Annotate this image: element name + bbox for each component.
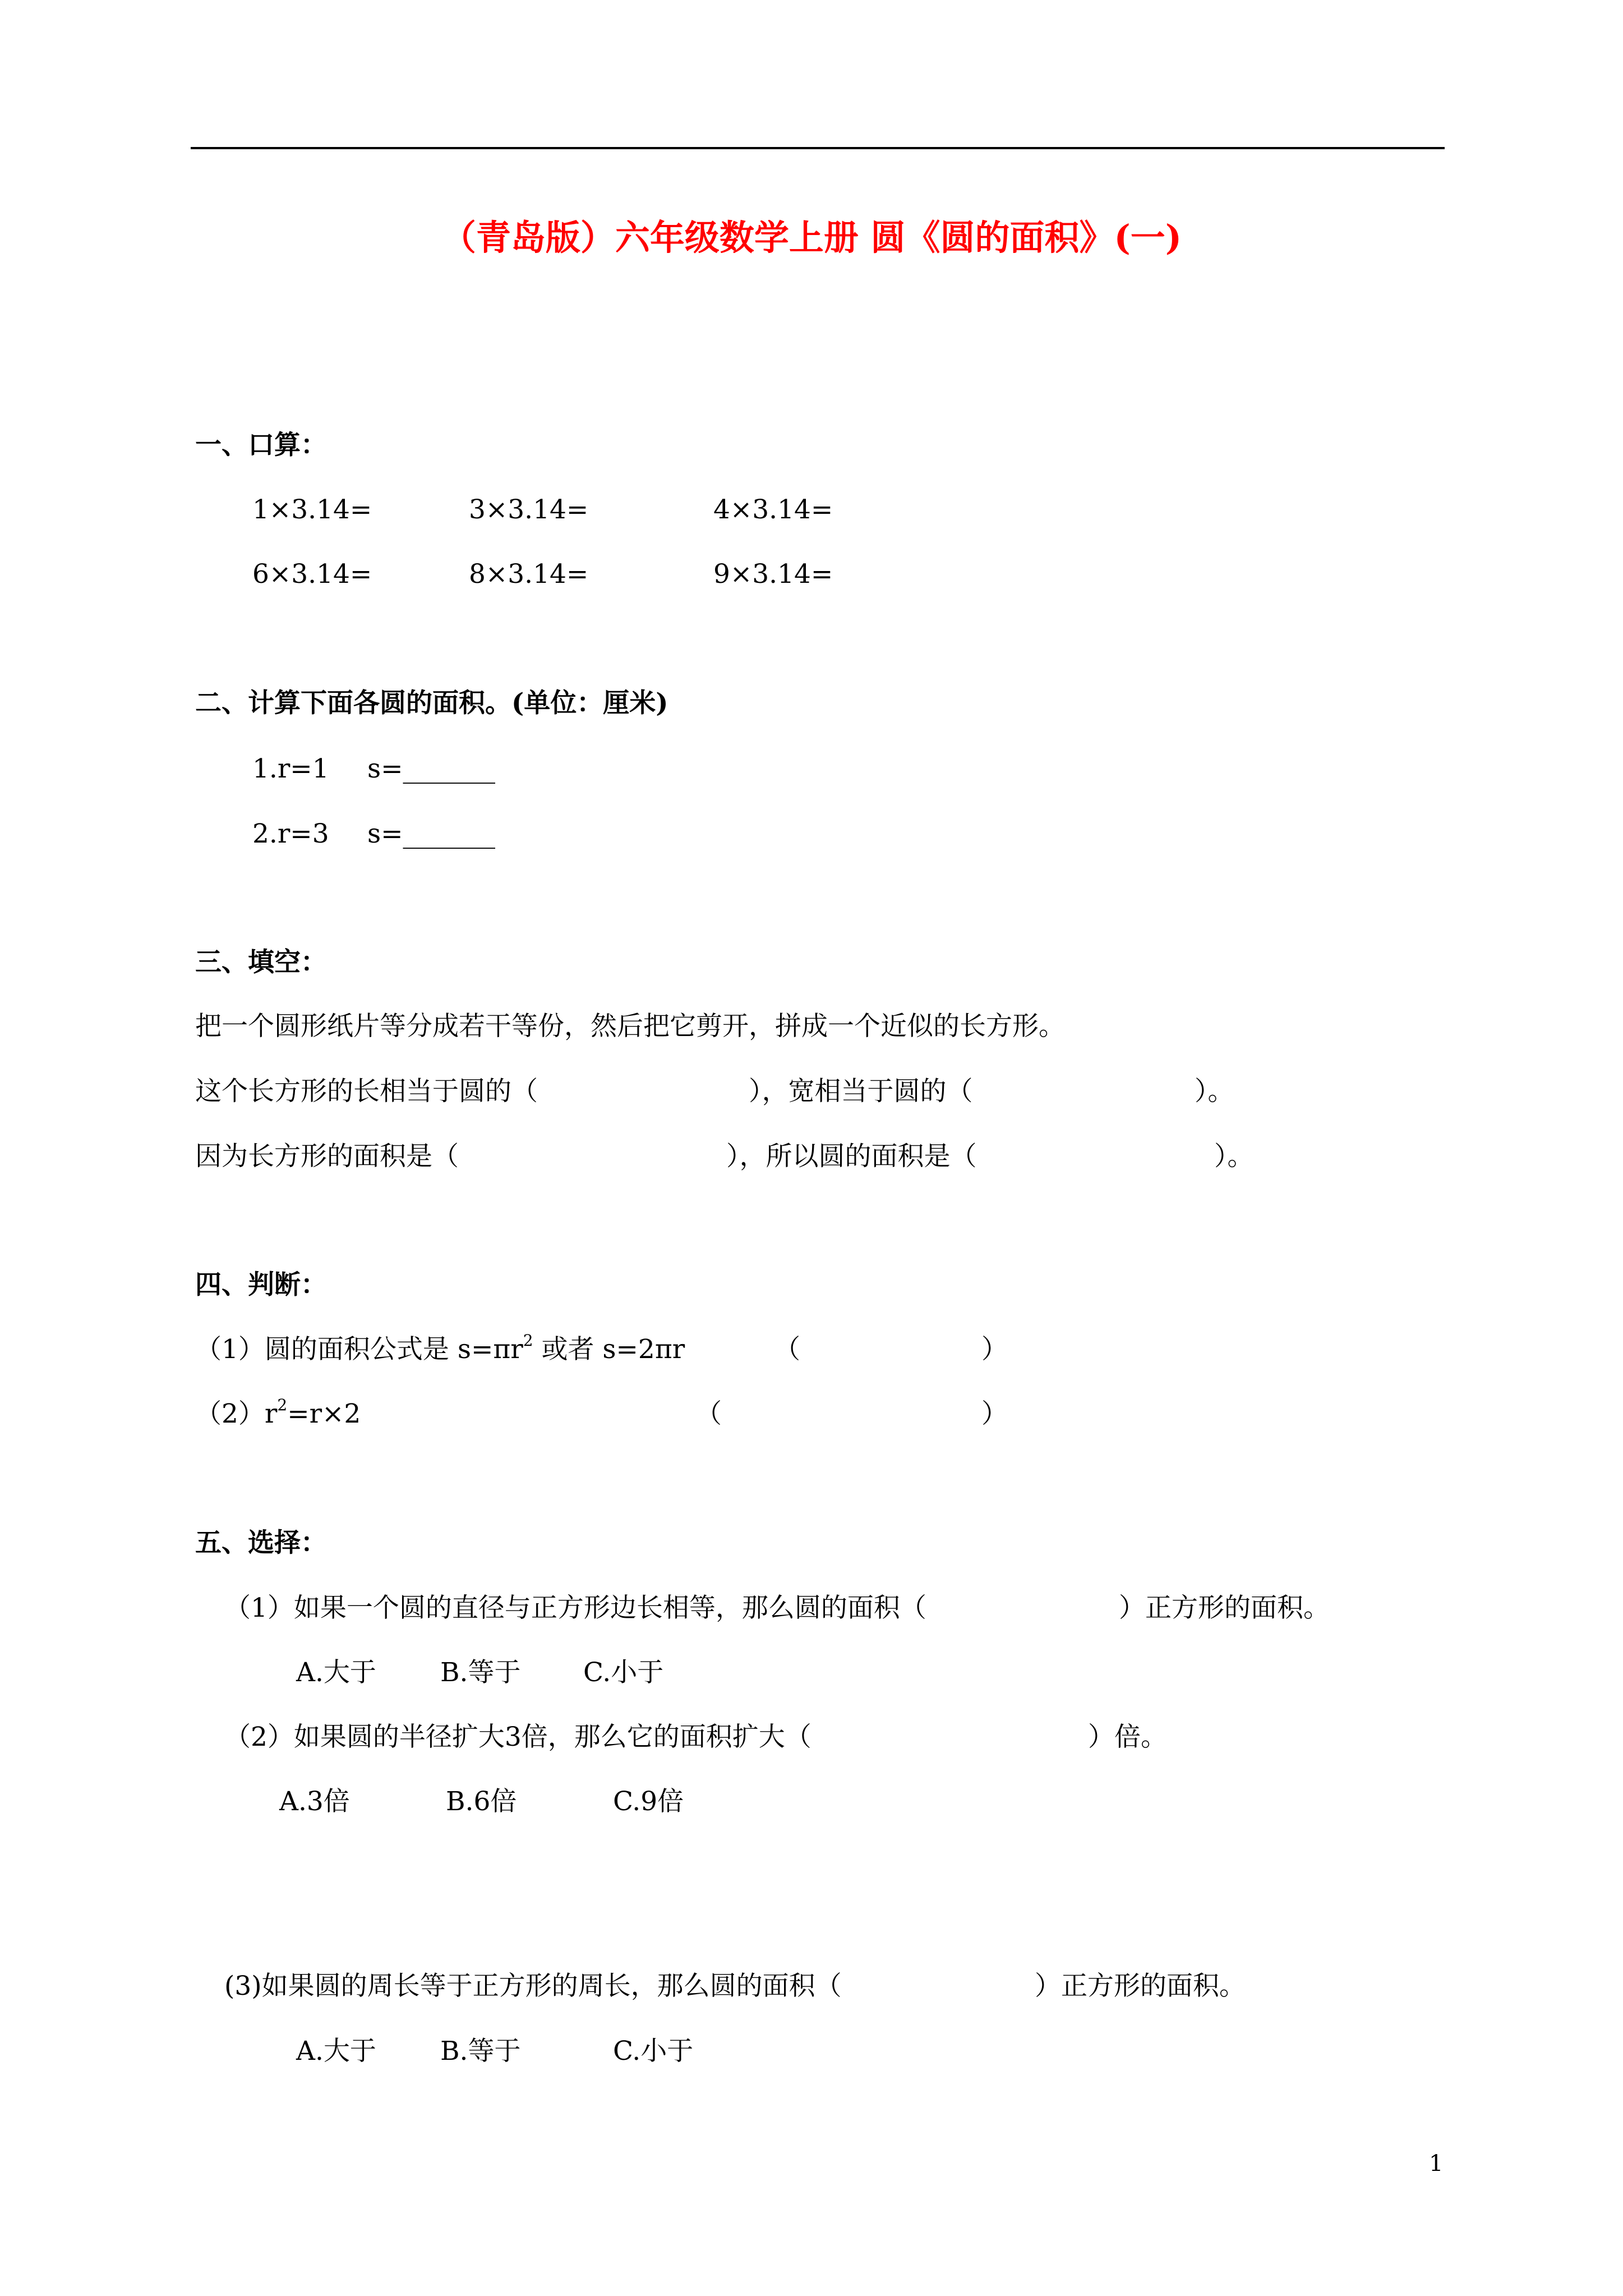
fill-sentence-2-part-a: 这个长方形的长相当于圆的（ bbox=[195, 1076, 538, 1107]
judge-item-1: （1）圆的面积公式是 $s=\pi r^2$ 或者 s=2πr bbox=[195, 1331, 685, 1365]
judge-close-paren: ） bbox=[981, 1334, 1008, 1365]
judge-item-2: $(2)r^2=r\times 2$ bbox=[195, 1396, 361, 1429]
calc-item: 4×3.14= bbox=[713, 494, 833, 525]
choice-option: B.6倍 bbox=[446, 1786, 517, 1817]
choice-option: C.小于 bbox=[613, 2036, 694, 2067]
choice-option: A.大于 bbox=[296, 2036, 376, 2067]
choice-option: B.等于 bbox=[440, 2036, 521, 2067]
choice-question-2-part-a: （2）如果圆的半径扩大3倍，那么它的面积扩大（ bbox=[224, 1722, 811, 1752]
choice-option: C.小于 bbox=[583, 1657, 664, 1688]
choice-option: C.9倍 bbox=[613, 1786, 684, 1817]
calc-item: 3×3.14= bbox=[469, 494, 589, 525]
choice-question-1-part-b: ）正方形的面积。 bbox=[1119, 1593, 1330, 1623]
choice-question-3-part-b: ）正方形的面积。 bbox=[1035, 1971, 1246, 2001]
fill-sentence-2-part-c: ）。 bbox=[1195, 1076, 1234, 1107]
judge-open-paren: （ bbox=[695, 1398, 722, 1429]
choice-question-2-part-b: ）倍。 bbox=[1088, 1722, 1167, 1752]
judge-close-paren: ） bbox=[981, 1398, 1008, 1429]
header-rule bbox=[191, 147, 1445, 149]
area-blank: s=_______ bbox=[367, 753, 496, 784]
judge-open-paren: （ bbox=[774, 1334, 800, 1365]
calc-item: 9×3.14= bbox=[713, 559, 833, 590]
fill-sentence-3-part-c: ）。 bbox=[1214, 1141, 1254, 1172]
fill-sentence-1: 把一个圆形纸片等分成若干等份，然后把它剪开，拼成一个近似的长方形。 bbox=[195, 1011, 1065, 1042]
calc-item: 1×3.14= bbox=[252, 494, 372, 525]
radius-label: 1.r=1 bbox=[252, 753, 329, 784]
section1-heading: 一、口算： bbox=[195, 430, 327, 461]
fill-sentence-3-part-b: ），所以圆的面积是（ bbox=[726, 1141, 977, 1172]
choice-option: A.3倍 bbox=[279, 1786, 350, 1817]
section2-heading: 二、计算下面各圆的面积。(单位：厘米) bbox=[195, 688, 668, 719]
radius-label: 2.r=3 bbox=[252, 818, 329, 849]
calc-item: 8×3.14= bbox=[469, 559, 589, 590]
area-blank: s=_______ bbox=[367, 818, 496, 849]
page-title: （青岛版）六年级数学上册 圆《圆的面积》(一) bbox=[441, 217, 1182, 258]
section5-heading: 五、选择： bbox=[195, 1527, 327, 1558]
choice-question-3-part-a: (3)如果圆的周长等于正方形的周长，那么圆的面积（ bbox=[224, 1971, 842, 2001]
calc-item: 6×3.14= bbox=[252, 559, 372, 590]
choice-option: A.大于 bbox=[296, 1657, 376, 1688]
page-number: 1 bbox=[1429, 2151, 1444, 2177]
section3-heading: 三、填空： bbox=[195, 947, 327, 978]
choice-question-1-part-a: （1）如果一个圆的直径与正方形边长相等，那么圆的面积（ bbox=[224, 1593, 926, 1623]
fill-sentence-3-part-a: 因为长方形的面积是（ bbox=[195, 1141, 459, 1172]
choice-option: B.等于 bbox=[440, 1657, 521, 1688]
fill-sentence-2-part-b: ），宽相当于圆的（ bbox=[749, 1076, 973, 1107]
section4-heading: 四、判断： bbox=[195, 1269, 327, 1300]
